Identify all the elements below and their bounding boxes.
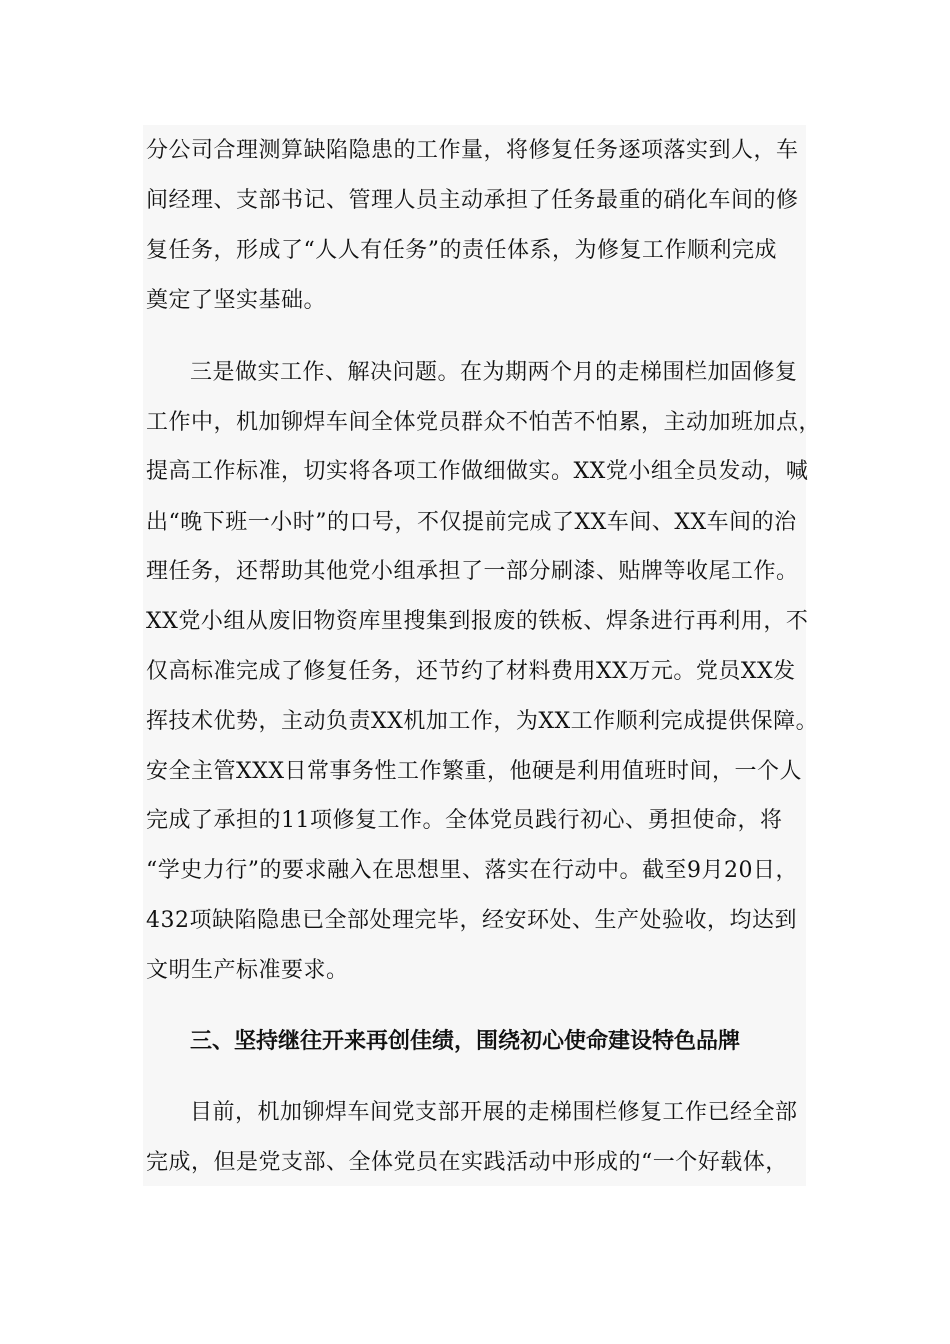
paragraph-line: 安全主管XXX日常事务性工作繁重，他硬是利用值班时间，一个人 [146, 759, 802, 784]
paragraph-line: 工作中，机加铆焊车间全体党员群众不怕苦不怕累，主动加班加点， [146, 410, 822, 435]
paragraph-line: 理任务，还帮助其他党小组承担了一部分刷漆、贴牌等收尾工作。 [146, 559, 799, 584]
section-heading: 三、坚持继往开来再创佳绩，围绕初心使命建设特色品牌 [190, 1029, 741, 1054]
paragraph-line: 文明生产标准要求。 [146, 958, 349, 983]
paragraph-line: 仅高标准完成了修复任务，还节约了材料费用XX万元。党员XX发 [146, 659, 796, 684]
paragraph-line: 完成了承担的11项修复工作。全体党员践行初心、勇担使命，将 [146, 808, 783, 833]
paragraph-line: 目前，机加铆焊车间党支部开展的走梯围栏修复工作已经全部 [190, 1100, 798, 1125]
paragraph-line: 复任务，形成了“人人有任务”的责任体系，为修复工作顺利完成 [146, 238, 777, 263]
paragraph-line: 间经理、支部书记、管理人员主动承担了任务最重的硝化车间的修 [146, 188, 799, 213]
paragraph-line: 奠定了坚实基础。 [146, 288, 327, 313]
paragraph-line: 挥技术优势，主动负责XX机加工作，为XX工作顺利完成提供保障。 [146, 709, 819, 734]
paragraph-line: 完成，但是党支部、全体党员在实践活动中形成的“一个好载体， [146, 1150, 788, 1175]
paragraph-line: 432项缺陷隐患已全部处理完毕，经安环处、生产处验收，均达到 [146, 908, 797, 933]
paragraph-line: 提高工作标准，切实将各项工作做细做实。XX党小组全员发动，喊 [146, 459, 809, 484]
paragraph-line: XX党小组从废旧物资库里搜集到报废的铁板、焊条进行再利用，不 [146, 609, 809, 634]
paragraph-line: 出“晚下班一小时”的口号，不仅提前完成了XX车间、XX车间的治 [146, 510, 797, 535]
paragraph-line: 三是做实工作、解决问题。在为期两个月的走梯围栏加固修复 [190, 360, 798, 385]
paragraph-line: “学史力行”的要求融入在思想里、落实在行动中。截至9月20日， [146, 858, 798, 883]
paragraph-line: 分公司合理测算缺陷隐患的工作量，将修复任务逐项落实到人，车 [146, 138, 799, 163]
